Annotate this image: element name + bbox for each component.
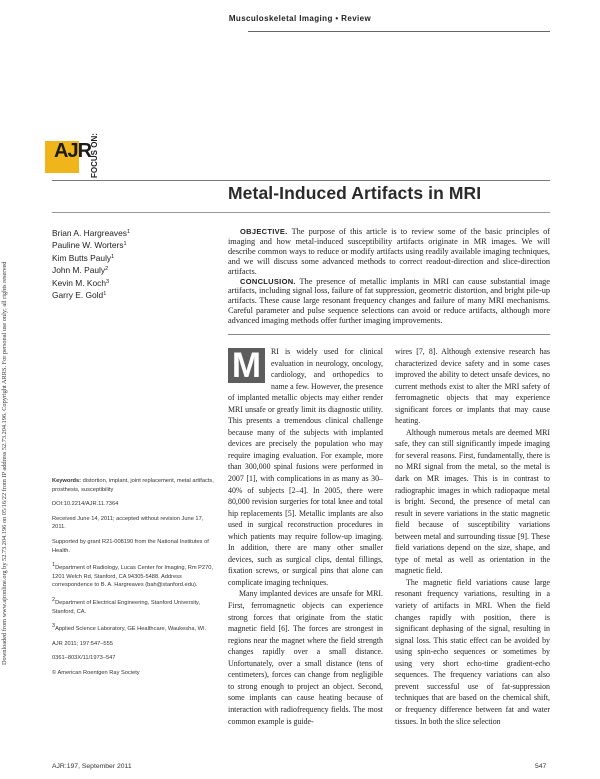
author: Kim Butts Pauly$^1$ [52, 252, 115, 263]
ajr-logo-text: AJR [54, 140, 92, 162]
body-paragraph: Many implanted devices are unsafe for MRI. First, ferromagnetic objects can experience strong forces that originate from the static magnetic field [6]. The forces are strongest in regions near the magnet where the field strength changes rapidly over a small distance. Unfortunately, over a small distance (tens of centimeters), forces can change from negligible to strong enough to project an object. Second, some implants can cause heating because of interaction with radiofrequency fields. The most common example is guide- [228, 589, 383, 726]
abstract-conclusion: CONCLUSION. The presence of metallic implants in MRI can cause substantial image artifacts, including signal loss, failure of fat suppression, geometric distortion, and bright pile-up artifacts. These cause large resonant frequency changes and failure of many MRI mechanisms. Careful parameter and pulse sequence selections can avoid or reduce artifacts, although more advanced imaging methods offer further imaging improvements. [228, 276, 550, 326]
body-column-1 [228, 346, 383, 727]
body-paragraph: wires [7, 8]. Although extensive research has characterized device safety and in some cases improved the ability to detect unsafe devices, no current methods exist to alter the MRI safety of ferromagnetic objects that may experience significant forces or implants that may cause heating. [395, 347, 550, 426]
article-title: Metal-Induced Artifacts in MRI [228, 183, 482, 203]
article-metadata [52, 477, 217, 684]
footer-journal: AJR:197, September 2011 [52, 763, 132, 770]
body-rule [228, 334, 550, 335]
title-bottom-rule [52, 212, 550, 213]
author: Garry E. Gold$^1$ [52, 290, 107, 301]
running-header: Musculoskeletal Imaging • Review [228, 14, 372, 23]
author: Kevin M. Koch$^3$ [52, 277, 110, 288]
affiliation-2: $^2$Department of Electrical Engineering, Stanford University, Stanford, CA. [52, 596, 201, 615]
body-column-2 [395, 346, 550, 727]
received-date: Received June 14, 2011; accepted without revision June 17, 2011. [52, 515, 204, 531]
abstract-objective: OBJECTIVE. The purpose of this article is to review some of the basic principles of imaging and how metal-induced susceptibility artifacts originate in MR images. We will describe common ways to reduce or modify artifacts using readily available imaging techniques, and we will discuss some advanced methods to correct readout-direction and slice-direction artifacts. [228, 227, 550, 276]
download-watermark: Downloaded from www.ajronline.org by 52.73.204.196 on 05/16/22 from IP address 52.73.204.196. Copyright ARRS. For personal use only; all rights reserved [1, 261, 8, 665]
focus-on-label: FOCUS ON: [90, 133, 99, 178]
affiliation-1: $^1$Department of Radiology, Lucas Center for Imaging, Rm P270, 1201 Welch Rd, Stanford, CA 94305-5488. Address correspondence to B. A. Hargreaves (bah@stanford.edu). [52, 562, 214, 589]
copyright: © American Roentgen Ray Society [52, 669, 140, 676]
title-top-rule [52, 180, 550, 181]
keywords: Keywords: distortion, implant, joint replacement, metal artifacts, prosthesis, susceptibility [52, 478, 214, 493]
doi: DOI:10.2214/AJR.11.7364 [52, 501, 119, 508]
body-paragraph: Although numerous metals are deemed MRI safe, they can still significantly impede imaging for several reasons. First, fundamentally, there is no MRI signal from the metal, so the metal is dark on MR images. This is in contrast to radiographic images in which radiopaque metal is bright. Second, the presence of metal can result in severe variations in the static magnetic field because of susceptibility variations between metal and surrounding tissue [9]. These field variations depend on the size, shape, and type of metal as well as orientation in the magnetic field. [395, 427, 550, 576]
body-paragraph: The magnetic field variations cause large resonant frequency variations, resulting in a variety of artifacts in MRI. When the field changes rapidly with position, there is significant dephasing of the signal, resulting in signal loss. This static effect can be avoided by using spin-echo sequences or sometimes by using very short echo-time gradient-echo sequences. The frequency variations can also prevent successful use of fat-suppression techniques that are based on the chemical shift, or frequency difference between fat and water tissues. In both the slice selection [395, 577, 550, 726]
body-paragraph: M RI is widely used for clinical evaluation in neurology, oncology, cardiology, and orthopedics to name a few. However, the presence of implanted metallic objects may either render MRI unsafe or greatly limit its diagnostic utility. This presents a tremendous clinical challenge because many of the subjects with implanted devices are precisely the population who may require imaging evaluation. For example, more than 300,000 spinal fusions were performed in 2007 [1], with complications in as many as 30–40% of subjects [2–4]. In 2005, there were 80,000 revision surgeries for total knee and total hip replacements [5]. Metallic implants are also used in surgical reconstruction procedures in which patients may require follow-up imaging. In addition, there are many other smaller devices, such as surgical clips, dental fillings, fixation screws, or surgical pins that alone can complicate imaging techniques. [228, 346, 383, 587]
page-number: 547 [535, 763, 547, 770]
affiliation-3: $^3$Applied Science Laboratory, GE Healthcare, Waukesha, WI. [52, 623, 207, 633]
author: Brian A. Hargreaves$^1$ [52, 228, 131, 238]
author: John M. Pauly$^2$ [52, 265, 109, 276]
citation: AJR 2011; 197:547–555 [52, 640, 113, 647]
author: Pauline W. Worters$^1$ [52, 240, 127, 251]
grant-support: Supported by grant R21-008190 from the National Institutes of Health. [52, 538, 209, 554]
author-list [52, 227, 212, 301]
header-rule [248, 31, 550, 32]
abstract [228, 227, 550, 326]
drop-cap: M [228, 348, 265, 383]
issn: 0361–803X/11/1973–547 [52, 655, 116, 662]
